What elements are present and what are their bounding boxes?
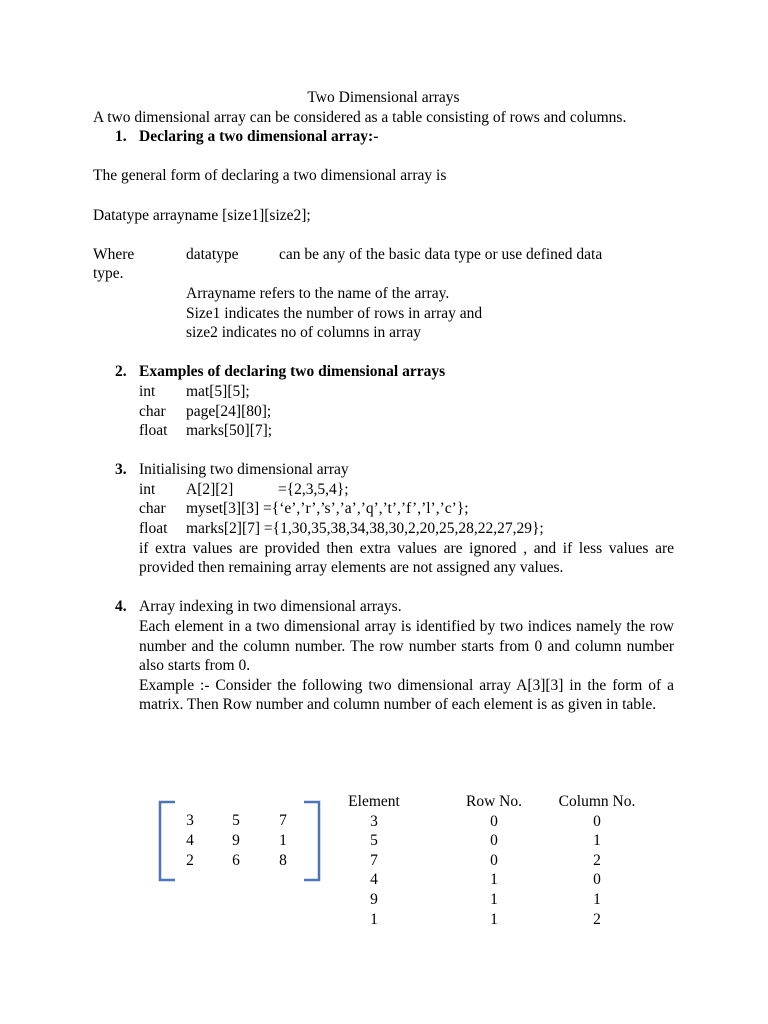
section-4-heading	[93, 597, 674, 617]
column-header: Element	[348, 793, 400, 810]
section-1-heading	[93, 127, 674, 147]
document-page	[93, 88, 674, 715]
matrix-row	[155, 851, 325, 871]
type-keyword: char	[139, 402, 166, 420]
table-cell: 2	[593, 851, 601, 869]
declaration: page[24][80];	[186, 402, 272, 420]
note-line: Arrayname refers to the name of the array.	[186, 284, 450, 302]
table-cell: 0	[490, 851, 498, 869]
table-cell: 1	[593, 890, 601, 908]
example-line	[93, 402, 674, 422]
example-paragraph: Example :- Consider the following two dimensional array A[3][3] in the form of a matrix. Then Row number and column number of each element is as given in table.	[139, 676, 674, 714]
example-line	[93, 382, 674, 402]
declaration: marks[50][7];	[186, 422, 273, 440]
array-name: myset[3][3]	[186, 500, 260, 518]
example-line	[93, 421, 674, 441]
table-cell: 1	[490, 871, 498, 889]
table-header-row	[330, 792, 670, 812]
array-name: A[2][2]	[186, 480, 234, 498]
table-cell: 2	[593, 910, 601, 928]
table-row	[330, 851, 670, 871]
page-title: Two Dimensional arrays	[307, 89, 460, 106]
table-cell: 0	[593, 871, 601, 889]
init-line	[93, 499, 674, 519]
column-header: Column No.	[558, 793, 636, 810]
type-keyword: float	[139, 422, 168, 440]
table-cell: 3	[370, 812, 378, 830]
section-number: 4.	[115, 598, 127, 616]
declaration: mat[5][5];	[186, 382, 250, 400]
type-keyword: char	[139, 500, 166, 518]
matrix-cell: 1	[279, 832, 287, 849]
where-label: Where	[93, 245, 135, 263]
intro-paragraph: A two dimensional array can be considered as a table consisting of rows and columns.	[93, 108, 627, 126]
table-cell: 1	[490, 890, 498, 908]
section-number: 3.	[115, 461, 127, 479]
matrix-cell: 6	[232, 852, 240, 869]
section-title: Declaring a two dimensional array:-	[139, 128, 379, 146]
initializer: ={2,3,5,4};	[278, 480, 349, 498]
matrix-cell: 4	[186, 832, 194, 849]
section-number: 1.	[115, 128, 127, 146]
table-row	[330, 870, 670, 890]
section-2-heading	[93, 362, 674, 382]
init-line	[93, 519, 674, 539]
matrix-row	[155, 831, 325, 851]
table-cell: 4	[370, 871, 378, 889]
where-desc-cont: type.	[93, 265, 124, 283]
where-line	[93, 245, 674, 265]
table-row	[330, 812, 670, 832]
matrix-cell: 7	[279, 812, 287, 829]
column-header: Row No.	[466, 793, 522, 810]
table-row	[330, 890, 670, 910]
table-row	[330, 831, 670, 851]
table-cell: 0	[593, 812, 601, 830]
matrix-cell: 3	[186, 812, 194, 829]
where-term: datatype	[186, 245, 239, 263]
matrix-cell: 2	[186, 852, 194, 869]
table-cell: 1	[370, 910, 378, 928]
note-line: size2 indicates no of columns in array	[186, 324, 422, 342]
matrix-cell: 9	[232, 832, 240, 849]
matrix-cell: 8	[279, 852, 287, 869]
matrix	[155, 800, 325, 884]
initializer: ={1,30,35,38,34,38,30,2,20,25,28,22,27,29};	[263, 520, 544, 538]
table-cell: 0	[490, 832, 498, 850]
syntax-line: Datatype arrayname [size1][size2];	[93, 206, 311, 224]
section-3-heading	[93, 460, 674, 480]
where-desc: can be any of the basic data type or use defined data	[279, 245, 603, 263]
section-title: Initialising two dimensional array	[139, 461, 349, 479]
type-keyword: int	[139, 382, 156, 400]
type-keyword: float	[139, 520, 168, 538]
section-title: Examples of declaring two dimensional arrays	[139, 363, 446, 381]
matrix-cell: 5	[232, 812, 240, 829]
section-title: Array indexing in two dimensional arrays.	[139, 598, 402, 616]
matrix-row	[155, 811, 325, 831]
init-line	[93, 480, 674, 500]
general-form-text: The general form of declaring a two dimensional array is	[93, 167, 447, 185]
table-cell: 9	[370, 890, 378, 908]
array-name: marks[2][7]	[186, 520, 261, 538]
type-keyword: int	[139, 480, 156, 498]
table-cell: 1	[490, 910, 498, 928]
init-note: if extra values are provided then extra values are ignored , and if less values are provided then remaining array elements are not assigned any values.	[139, 539, 674, 577]
table-cell: 0	[490, 812, 498, 830]
index-table	[330, 792, 670, 929]
table-cell: 7	[370, 851, 378, 869]
table-row	[330, 910, 670, 930]
note-line: Size1 indicates the number of rows in array and	[186, 304, 483, 322]
table-cell: 1	[593, 832, 601, 850]
table-cell: 5	[370, 832, 378, 850]
section-number: 2.	[115, 363, 127, 381]
initializer: ={‘e’,’r’,’s’,’a’,’q’,’t’,’f’,’l’,’c’};	[263, 500, 469, 518]
indexing-paragraph: Each element in a two dimensional array is identified by two indices namely the row number and the column number. The row number starts from 0 and column number also starts from 0.	[139, 618, 674, 675]
